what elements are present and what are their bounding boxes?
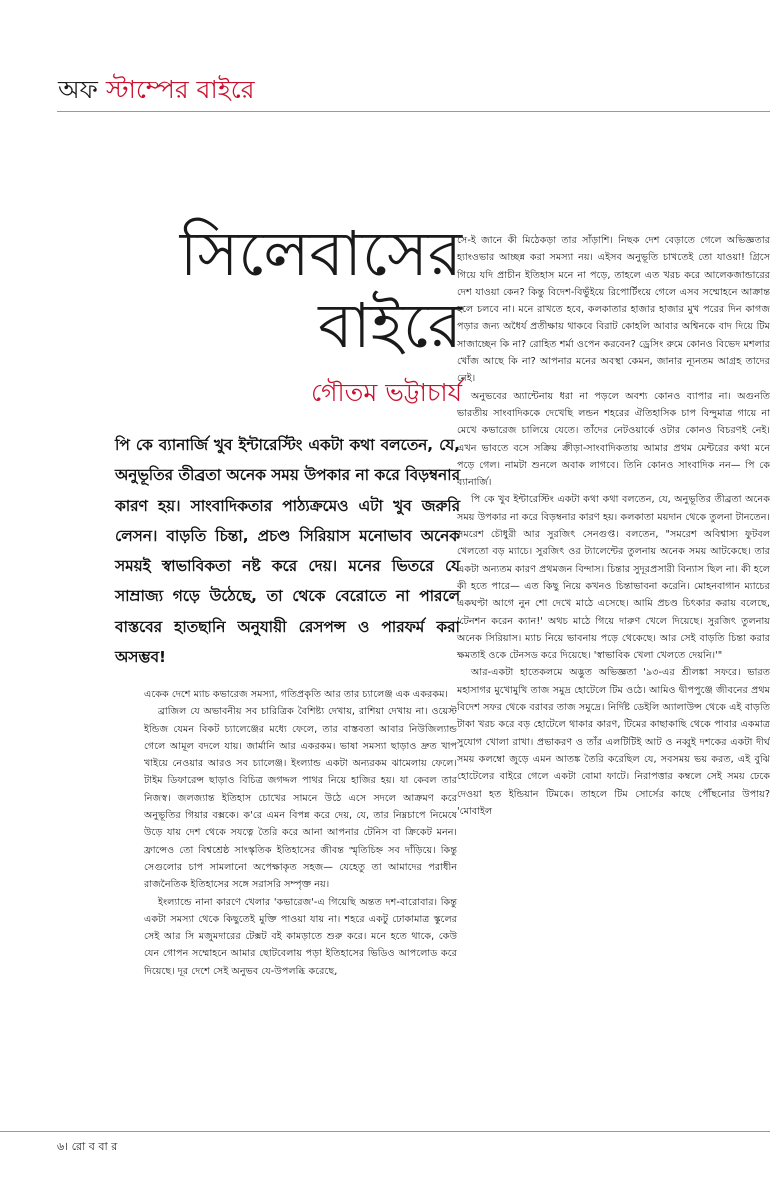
left-column — [144, 686, 457, 980]
left-paragraph-1: একেক দেশে ম্যাচ কভারেজ সমস্যা, গতিপ্রকৃতি আর তার চ্যালেঞ্জ এক একরকম। — [144, 689, 449, 700]
left-paragraph-2: ব্রাজিল যে অভাবনীয় সব চারিত্রিক বৈশিষ্ট্য দেখায়, রাশিয়া দেখায় না। ওয়েস্ট ইন্ডিজ যেমন বিকট চ্যালেঞ্জের মধ্যে ফেলে, তার বাস্তবতা আবার নিউজিল্যান্ড গেলে আমূল বদলে যায়। জার্মানি আর একরকম। ভাষা সমস্যা ছাড়াও দ্রুত খাপ খাইয়ে নেওয়ার আরও সব চ্যালেঞ্জ। ইংল্যান্ড একটা অন্যরকম ঝামেলায় ফেলে। টাইম ডিফারেন্স ছাড়াও বিচিত্র জগদ্দল পাথর নিয়ে হাজির হয়। যা কেবল তার নিজস্ব। জলজ্যান্ত ইতিহাস চোখের সামনে উঠে এসে সদলে আক্রমণ করে অনুভূতির গিয়ার বক্সকে। ক'রে এমন বিপন্ন করে দেয়, যে, তার নিম্নচাপে নিমেষে উড়ে যায় দেশ থেকে সযত্নে তৈরি করে আনা আপনার টেনিস বা ক্রিকেট মনন। ফ্রান্সেও তো বিশ্বশ্রেষ্ঠ সাংস্কৃতিক ইতিহাসের জীবন্ত স্মৃতিচিহ্ন সব দাঁড়িয়ে। কিন্তু সেগুলোর চাপ সামলানো অপেক্ষাকৃত সহজ— যেহেতু তা আমাদের পরাধীন রাজনৈতিক ইতিহাসের সঙ্গে সরাসরি সম্পৃক্ত নয়। — [144, 706, 457, 891]
section-header — [58, 75, 255, 105]
section-header-part2: স্টাম্পের বাইরে — [105, 75, 255, 104]
right-column — [457, 232, 770, 820]
author-byline: গৌতম ভট্টাচার্য — [310, 378, 462, 407]
left-paragraph-3: ইংল্যান্ডে নানা কারণে খেলার 'কভারেজ'-এ গিয়েছি অন্তত দশ-বারোবার। কিন্তু একটা সমস্যা থেকে কিছুতেই মুক্তি পাওয়া যায় না। শহরে একটু ঢোকামাত্র স্কুলের সেই আর সি মজুমদারের টেক্সট বই কামড়াতে শুরু করে। মনে হতে থাকে, কেউ যেন গোপন সম্মোহনে আমার ছোটবেলায় পড়া ইতিহাসের ভিডিও আপলোড করে দিয়েছে। দূর দেশে সেই অনুভব যে-উপলব্ধি করেছে, — [144, 896, 457, 977]
bottom-rule — [0, 1131, 770, 1132]
headline-line2: বাইরে — [318, 289, 462, 362]
headline — [180, 218, 462, 362]
right-paragraph-4: আর-একটা হাতেকলমে অদ্ভুত অভিজ্ঞতা '৯৩-এর শ্রীলঙ্কা সফরে। ভারত মহাসাগর মুখোমুখি তাজ সমুদ্র হোটেলে টিম ওঠে। আমিও দ্বীপপুঞ্জে জীবনের প্রথম বিদেশ সফর থেকে বরাবর তাজ সমুদ্রে। নির্দিষ্ট ডেইলি অ্যালাউন্স থেকে এই বাড়তি টাকা খরচ করে বড় হোটেলে থাকার কারণ, টিমের কাছাকাছি থেকে পাবার একমাত্র সুযোগ খোলা রাখা। প্রভাকরণ ও তাঁর এলটিটিই আট ও নব্বুই দশকের একটা দীর্ঘ সময় কলম্বো জুড়ে এমন আতঙ্ক তৈরি করেছিল যে, সবসময় ভয় করত, এই বুঝি হোটেলের বাইরে গেলে একটা বোমা ফাটে। নিরাপত্তার কম্বলে সেই সময় ঢেকে দেওয়া হত ইন্ডিয়ান টিমকে। তাহলে টিম সোর্সের কাছে পৌঁছনোর উপায়? 'মোবাইল — [457, 667, 770, 817]
right-paragraph-1: সে-ই জানে কী মিঠেকড়া তার সাঁড়াশি। নিছক দেশ বেড়াতে গেলে অভিজ্ঞতার হ্যাংওভার আচ্ছন্ন করা সমস্যা নয়। এইসব অনুভূতি চাখতেই তো যাওয়া! গ্রিসে গিয়ে যদি প্রাচীন ইতিহাস মনে না পড়ে, তাহলে এত খরচ করে আলেকজান্ডারের দেশ যাওয়া কেন? কিন্তু বিদেশ-বিভুঁইয়ে রিপোর্টিংয়ে গেলে এসব সম্মোহনে আক্রান্ত হলে চলবে না। মনে রাখতে হবে, কলকাতার হাজার হাজার মুখ পরের দিন কাগজ পড়ার জন্য অধৈর্য প্রতীক্ষায় থাকবে বিরাট কোহলি আবার অশ্বিনকে বাদ দিয়ে টিম সাজাচ্ছেন কি না? রোহিত শর্মা ওপেন করবেন? ড্রেসিং রুমে কোনও বিভেদ মশলার খোঁজ আছে কি না? আপনার মনের অবস্থা কেমন, জানার ন্যূনতম আগ্রহ তাদের নেই। — [457, 235, 770, 385]
right-paragraph-3: পি কে খুব ইন্টারেস্টিং একটা কথা কথা বলতেন, যে, অনুভূতির তীব্রতা অনেক সময় উপকার না করে বিড়ম্বনার কারণ হয়। কলকাতা ময়দান থেকে তুলনা টানতেন। সমরেশ চৌধুরী আর সুরজিৎ সেনগুপ্ত। বলতেন, "সমরেশ অবিশ্বাস্য ফুটবল খেলতো বড় ম্যাচে। সুরজিৎ ওর ট্যালেন্টের তুলনায় অনেক সময় আটকেছে। তার একটা অন্যতম কারণ প্রথমজন বিন্দাস। চিন্তার সুদূরপ্রসারী বিন্যাস ছিল না। কী হলে কী হতে পারে— এত কিছু নিয়ে কখনও চিন্তাভাবনা করেনি। মোহনবাগান ম্যাচের একঘণ্টা আগে নুন শো দেখে মাঠে এসেছে। আমি প্রচণ্ড চিৎকার করায় বলেছে, 'টেনশন করেন ক্যান!' অথচ মাঠে গিয়ে দারুণ খেলে দিয়েছে। সুরজিৎ তুলনায় অনেক সিরিয়াস। ম্যাচ নিয়ে ভাবনায় পড়ে থেকেছে। আর সেই বাড়তি চিন্তা করার ক্ষমতাই ওকে টেনসড করে দিয়েছে। 'স্বাভাবিক খেলা খেলতে দেয়নি।'" — [457, 494, 770, 662]
page-footer: ৬। রো ব বা র — [57, 1140, 118, 1153]
headline-line1: সিলেবাসের — [179, 217, 462, 290]
section-header-part1: অফ — [58, 75, 98, 104]
intro-paragraph: পি কে ব্যানার্জি খুব ইন্টারেস্টিং একটা কথা বলতেন, যে, অনুভূতির তীব্রতা অনেক সময় উপকার না করে বিড়ম্বনার কারণ হয়। সাংবাদিকতার পাঠ্যক্রমেও এটা খুব জরুরি লেসন। বাড়তি চিন্তা, প্রচণ্ড সিরিয়াস মনোভাব অনেক সময়ই স্বাভাবিকতা নষ্ট করে দেয়। মনের ভিতরে যে সাম্রাজ্য গড়ে উঠেছে, তা থেকে বেরোতে না পারলে বাস্তবের হাতছানি অনুযায়ী রেসপন্স ও পারফর্ম করা অসম্ভব! — [115, 436, 460, 667]
right-paragraph-2: অনুভবের অ্যান্টেনায় ধরা না পড়লে অবশ্য কোনও ব্যাপার না। অগুনতি ভারতীয় সাংবাদিককে দেখেছি লন্ডন শহরের ঐতিহাসিক চাপ বিন্দুমাত্র গায়ে না মেখে কভারেজ চালিয়ে যেতে। তাঁদের নেটওয়ার্কে ওটার কোনও বিচরণই নেই। এখন ভাবতে বসে সক্রিয় ক্রীড়া-সাংবাদিকতায় আমার প্রথম মেন্টরের কথা মনে পড়ে গেল। নামটা শুনলে অবাক লাগবে। তিনি কোনও সাংবাদিক নন— পি কে ব্যানার্জি। — [457, 390, 770, 489]
top-rule — [57, 111, 770, 112]
